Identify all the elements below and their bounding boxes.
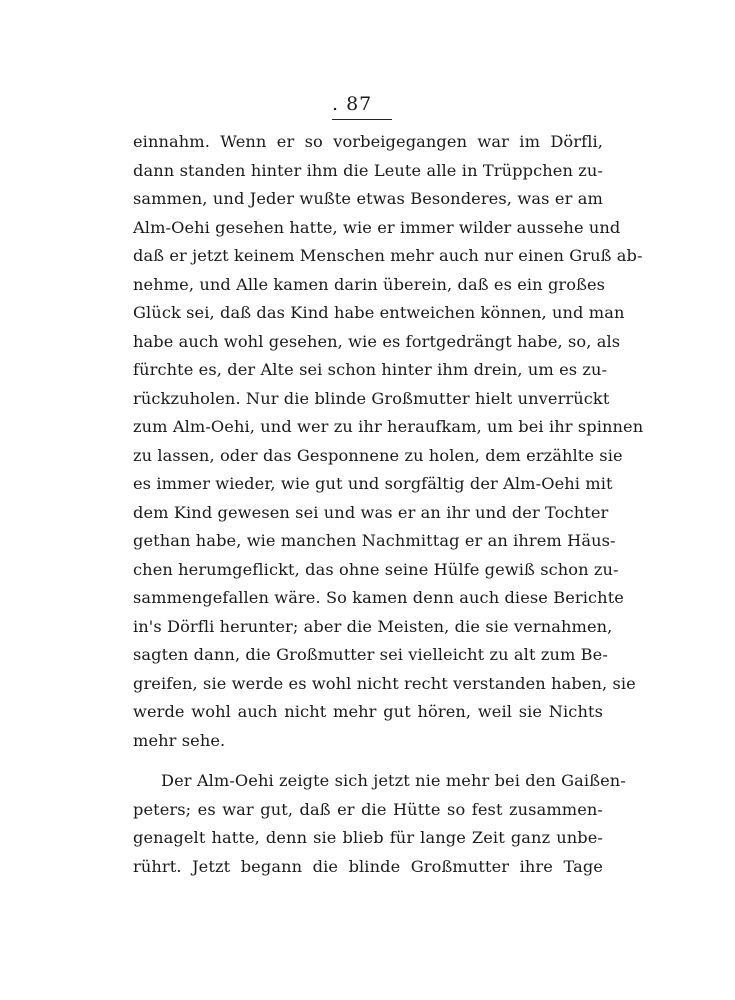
text-line: sammen, und Jeder wußte etwas Besonderes, was er am bbox=[133, 189, 603, 208]
text-line: Alm-Oehi gesehen hatte, wie er immer wilder aussehe und bbox=[133, 217, 621, 237]
text-line: dann standen hinter ihm die Leute alle in Trüppchen zu- bbox=[133, 160, 603, 180]
text-line: in's Dörfli herunter; aber die Meisten, die sie vernahmen, bbox=[133, 616, 613, 636]
text-line: peters; es war gut, daß er die Hütte so fest zusammen- bbox=[133, 799, 603, 819]
text-line: greifen, sie werde es wohl nicht recht verstanden haben, sie bbox=[133, 673, 636, 693]
text-line: dem Kind gewesen sei und was er an ihr und der Tochter bbox=[133, 502, 609, 522]
text-line: es immer wieder, wie gut und sorgfältig der Alm-Oehi mit bbox=[133, 474, 613, 493]
text-line: sammengefallen wäre. So kamen denn auch diese Berichte bbox=[133, 588, 624, 607]
text-line: Der Alm-Oehi zeigte sich jetzt nie mehr bei den Gaißen- bbox=[161, 771, 626, 790]
paragraph-gap bbox=[133, 755, 603, 767]
text-line: rührt. Jetzt begann die blinde Großmutter ihre Tage bbox=[133, 856, 603, 876]
text-line: genagelt hatte, denn sie blieb für lange Zeit ganz unbe- bbox=[133, 828, 603, 847]
text-line: Glück sei, daß das Kind habe entweichen können, und man bbox=[133, 303, 625, 322]
text-line: zum Alm-Oehi, und wer zu ihr heraufkam, um bei ihr spinnen bbox=[133, 417, 644, 436]
text-line: chen herumgeflickt, das ohne seine Hülfe gewiß schon zu- bbox=[133, 559, 619, 579]
text-line: habe auch wohl gesehen, wie es fortgedrängt habe, so, als bbox=[133, 331, 621, 351]
text-line: werde wohl auch nicht mehr gut hören, weil sie Nichts bbox=[133, 702, 603, 721]
text-line: sagten dann, die Großmutter sei vielleicht zu alt zum Be- bbox=[133, 645, 608, 664]
text-line: gethan habe, wie manchen Nachmittag er an ihrem Häus- bbox=[133, 531, 616, 550]
text-line: daß er jetzt keinem Menschen mehr auch nur einen Gruß ab- bbox=[133, 246, 643, 265]
text-line: einnahm. Wenn er so vorbeigegangen war im Dörfli, bbox=[133, 132, 603, 151]
paragraph-2 bbox=[133, 767, 626, 881]
page-number: . 87 bbox=[332, 93, 392, 120]
paragraph-1 bbox=[133, 128, 644, 755]
text-line: zu lassen, oder das Gesponnene zu holen, dem erzählte sie bbox=[133, 445, 623, 465]
body-text bbox=[133, 128, 644, 881]
text-line: rückzuholen. Nur die blinde Großmutter hielt unverrückt bbox=[133, 388, 610, 408]
text-line: fürchte es, der Alte sei schon hinter ihm drein, um es zu- bbox=[133, 360, 608, 379]
text-line: nehme, und Alle kamen darin überein, daß es ein großes bbox=[133, 274, 606, 294]
text-line: mehr sehe. bbox=[133, 730, 226, 750]
